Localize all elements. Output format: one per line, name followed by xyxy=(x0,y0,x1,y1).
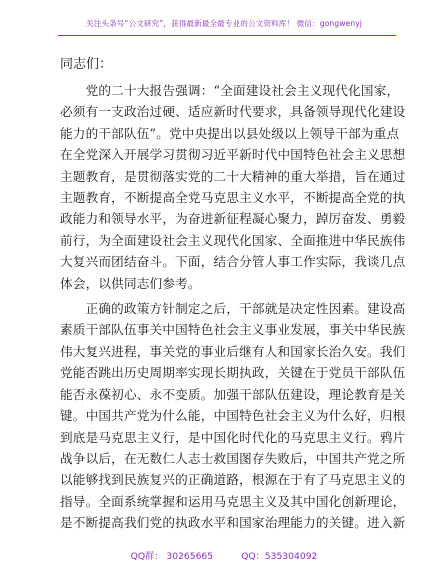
text-line: 到底是马克思主义行，是中国化时代化的马克思主义行。鸦片 xyxy=(60,429,406,445)
text-line: 以能够找到民族复兴的正确道路，根源在于有了马克思主义的 xyxy=(60,472,406,488)
text-line: 是不断提高我们党的执政水平和国家治理能力的关键。进入新 xyxy=(60,515,406,531)
text-line: 正确的政策方针制定之后，干部就是决定性因素。建设高 xyxy=(60,301,406,317)
text-line: 前行，为全面建设社会主义现代化国家、全面推进中华民族伟 xyxy=(60,232,406,248)
text-line: 能否永葆初心、永不变质。加强干部队伍建设，理论教育是关 xyxy=(60,386,406,402)
text-line: 战争以后，在无数仁人志士救国图存失败后，中国共产党之所 xyxy=(60,450,406,466)
text-line: 指导。全面系统掌握和运用马克思主义及其中国化创新理论， xyxy=(60,493,406,509)
text-line: 党能否跳出历史周期率实现长期执政，关键在于党员干部队伍 xyxy=(60,365,406,381)
text-line: 主题教育，不断提高全党马克思主义水平，不断提高全党的执 xyxy=(60,190,406,206)
header-banner: 关注头条号“公文研究”，获得最新最全最专业的公文资料库！ 微信：gongwenyj xyxy=(86,19,362,28)
salutation: 同志们： xyxy=(60,57,113,72)
text-line: 能力的干部队伍”。党中央提出以县处级以上领导干部为重点 xyxy=(60,125,400,141)
qq-group-text: QQ群： 30265665 xyxy=(130,551,214,562)
text-line: 伟大复兴进程，事关党的事业后继有人和国家长治久安。我们 xyxy=(60,343,406,359)
header-divider xyxy=(58,35,396,36)
footer-contact xyxy=(0,548,448,562)
text-line: 素质干部队伍事关中国特色社会主义事业发展，事关中华民族 xyxy=(60,322,406,338)
paragraph-2 xyxy=(60,298,406,533)
qq-text: QQ：535304092 xyxy=(241,551,318,562)
text-line: 政能力和领导水平，为奋进新征程凝心聚力，踔厉奋发、勇毅 xyxy=(60,211,406,227)
document-body xyxy=(60,54,406,538)
text-line: 大复兴而团结奋斗。下面，结合分管人事工作实际，我谈几点 xyxy=(60,254,406,270)
text-line: 体会，以供同志们参考。 xyxy=(60,275,201,291)
text-line: 键。中国共产党为什么能，中国特色社会主义为什么好，归根 xyxy=(60,408,406,424)
text-line: 主题教育，是贯彻落实党的二十大精神的重大举措，旨在通过 xyxy=(60,168,406,184)
text-line: 在全党深入开展学习贯彻习近平新时代中国特色社会主义思想 xyxy=(60,147,406,163)
paragraph-1 xyxy=(60,80,406,294)
text-line: 党的二十大报告强调：“全面建设社会主义现代化国家， xyxy=(60,83,400,98)
text-line: 必须有一支政治过硬、适应新时代要求，具备领导现代化建设 xyxy=(60,104,406,120)
